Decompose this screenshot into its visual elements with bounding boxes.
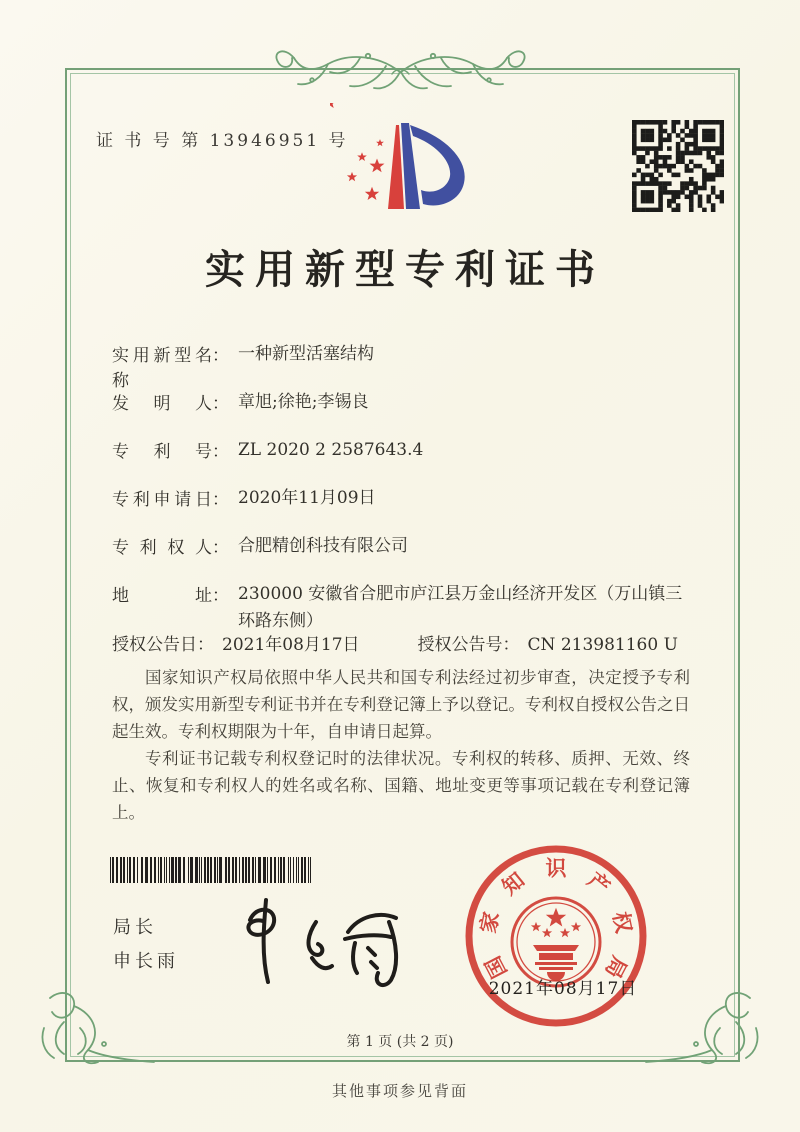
field-row-utility-model-name bbox=[112, 341, 374, 391]
qr-code bbox=[632, 120, 724, 212]
legal-paragraph-1: 国家知识产权局依照中华人民共和国专利法经过初步审查，决定授予专利权，颁发实用新型专利证书并在专利登记簿上予以登记。专利权自授权公告之日起生效。专利权期限为十年，自申请日起算。 bbox=[112, 668, 690, 741]
back-note: 其他事项参见背面 bbox=[331, 1082, 468, 1100]
field-colon: ： bbox=[212, 586, 229, 606]
field-value: 章旭;徐艳;李锡良 bbox=[238, 392, 369, 412]
field-colon: ： bbox=[212, 346, 229, 366]
field-label: 专利申请日 bbox=[112, 490, 212, 510]
field-colon: ： bbox=[212, 394, 229, 414]
field-colon: ： bbox=[212, 490, 229, 510]
grant-no-value: CN 213981160 U bbox=[527, 635, 678, 655]
legal-text bbox=[112, 664, 690, 826]
field-value: ZL 2020 2 2587643.4 bbox=[238, 440, 424, 460]
field-value: 合肥精创科技有限公司 bbox=[238, 536, 408, 556]
field-row-inventors bbox=[112, 389, 368, 416]
certificate-number: 证 书 号 第 13946951 号 bbox=[96, 131, 349, 151]
field-label: 专利权人 bbox=[112, 538, 212, 558]
svg-text:产: 产 bbox=[582, 866, 616, 900]
svg-text:国: 国 bbox=[479, 952, 512, 983]
field-label: 发明人 bbox=[112, 394, 212, 414]
svg-text:知: 知 bbox=[496, 866, 530, 900]
grant-date-value: 2021年08月17日 bbox=[222, 635, 360, 655]
grant-no-label: 授权公告号 bbox=[417, 635, 503, 655]
svg-text:家: 家 bbox=[475, 909, 504, 936]
field-value: 2020年11月09日 bbox=[238, 488, 376, 508]
barcode bbox=[110, 857, 315, 883]
handwritten-signature-icon bbox=[228, 892, 428, 997]
grant-date-label: 授权公告日 bbox=[112, 635, 197, 655]
grant-row bbox=[112, 630, 678, 655]
field-colon: ： bbox=[212, 442, 229, 462]
field-row-address bbox=[112, 581, 686, 635]
svg-text:局: 局 bbox=[600, 952, 633, 983]
cnipa-seal-icon bbox=[461, 841, 651, 1031]
field-label: 地址 bbox=[112, 586, 212, 606]
seal-date: 2021年08月17日 bbox=[488, 979, 638, 999]
field-value: 一种新型活塞结构 bbox=[238, 344, 374, 364]
field-value: 230000 安徽省合肥市庐江县万金山经济开发区（万山镇三环路东侧） bbox=[238, 584, 683, 631]
field-colon: ： bbox=[197, 635, 214, 655]
certificate-title: 实用新型专利证书 bbox=[205, 246, 605, 293]
field-row-patent-number bbox=[112, 437, 423, 464]
svg-text:权: 权 bbox=[608, 909, 637, 936]
page-number: 第 1 页 (共 2 页) bbox=[346, 1034, 454, 1050]
field-colon: ： bbox=[502, 635, 520, 655]
field-colon: ： bbox=[212, 538, 229, 558]
legal-paragraph-2: 专利证书记载专利权登记时的法律状况。专利权的转移、质押、无效、终止、恢复和专利权人的姓名或名称、国籍、地址变更等事项记载在专利登记簿上。 bbox=[112, 749, 690, 822]
field-row-patentee bbox=[112, 533, 408, 560]
cnipa-logo-icon bbox=[330, 103, 490, 235]
field-label: 专利号 bbox=[112, 442, 212, 462]
svg-text:识: 识 bbox=[545, 855, 567, 881]
field-row-filing-date bbox=[112, 485, 376, 512]
signer-name: 申长雨 bbox=[113, 951, 179, 972]
signer-title: 局长 bbox=[113, 917, 157, 938]
field-label: 实用新型名称 bbox=[112, 346, 212, 391]
